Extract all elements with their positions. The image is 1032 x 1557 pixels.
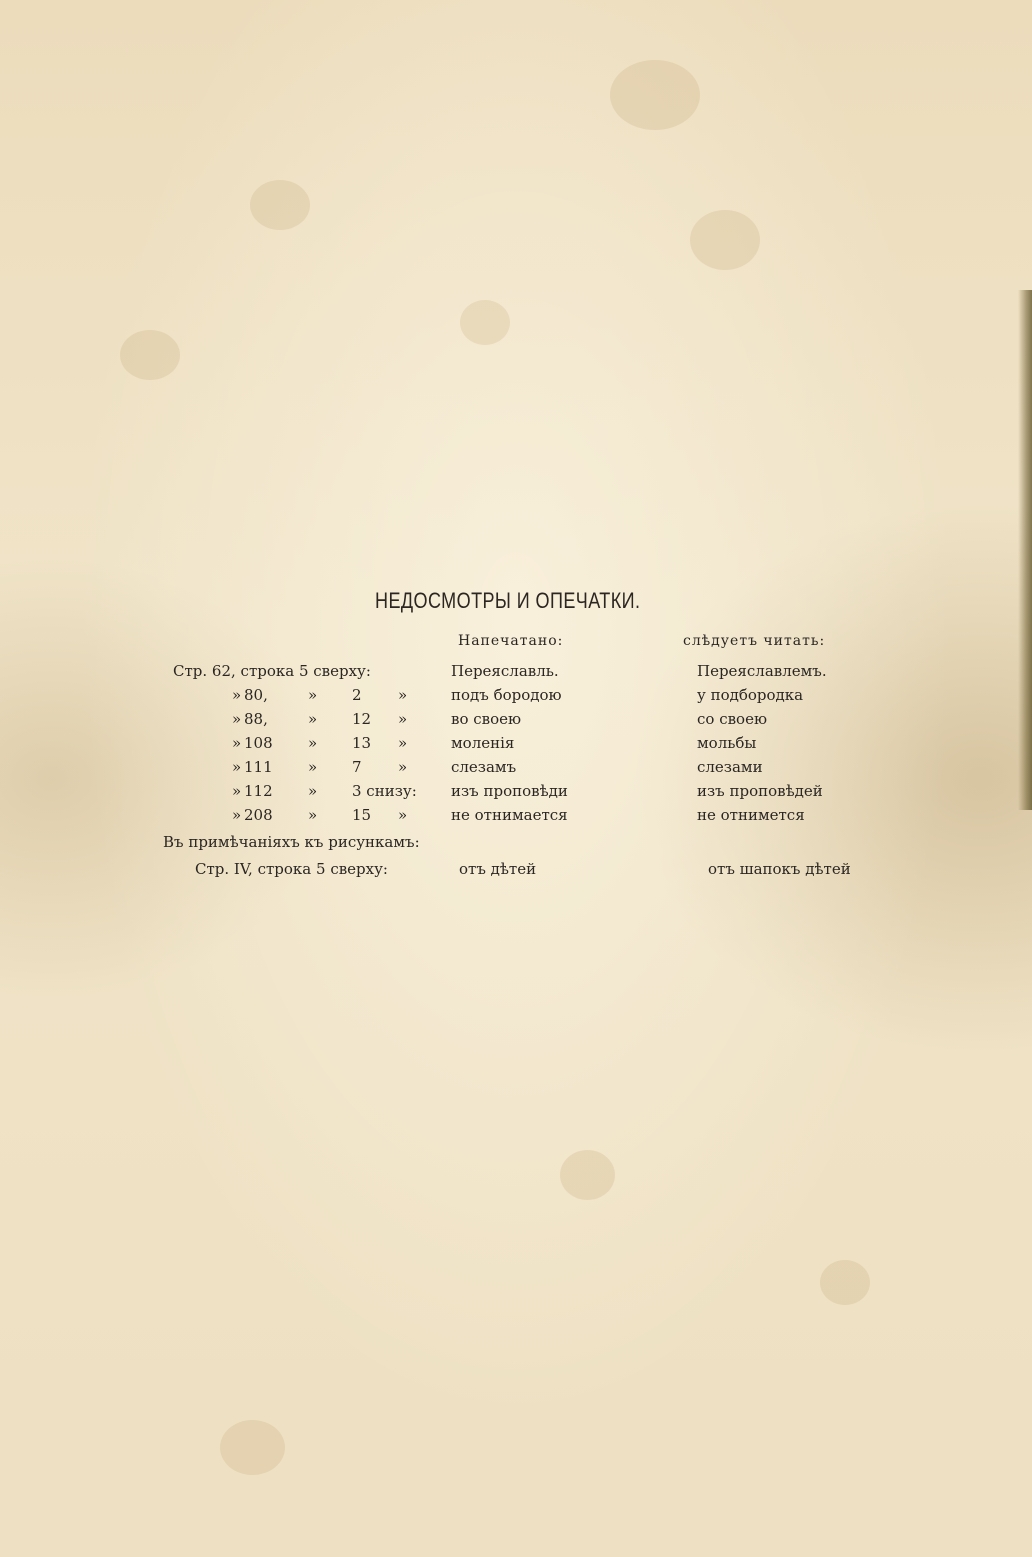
column-header-printed: Напечатано: xyxy=(458,633,564,649)
errata-correct: Переяславлемъ. xyxy=(697,662,827,680)
ditto-mark: » xyxy=(232,782,242,800)
errata-row xyxy=(0,734,1032,758)
ditto-mark: » xyxy=(398,806,408,824)
errata-printed: Переяславль. xyxy=(451,662,559,680)
ditto-mark: » xyxy=(308,710,318,728)
errata-row xyxy=(0,806,1032,830)
ditto-mark: » xyxy=(398,734,408,752)
errata-correct: не отнимется xyxy=(697,806,805,824)
paper-stain xyxy=(120,330,180,380)
errata-printed: изъ проповѣди xyxy=(451,782,568,800)
errata-correct: слезами xyxy=(697,758,763,776)
paper-stain xyxy=(820,1260,870,1305)
notes-heading: Въ примѣчаніяхъ къ рисункамъ: xyxy=(163,833,420,851)
errata-line: 3 снизу: xyxy=(352,782,417,800)
errata-page: 80, xyxy=(244,686,268,704)
errata-line: 7 xyxy=(352,758,362,776)
errata-line: 2 xyxy=(352,686,362,704)
errata-page: 208 xyxy=(244,806,273,824)
errata-page: 111 xyxy=(244,758,273,776)
paper-stain xyxy=(460,300,510,345)
paper-stain xyxy=(560,1150,615,1200)
ditto-mark: » xyxy=(398,758,408,776)
errata-row xyxy=(0,686,1032,710)
errata-row xyxy=(0,782,1032,806)
notes-correct: отъ шапокъ дѣтей xyxy=(708,860,851,878)
errata-row xyxy=(0,758,1032,782)
errata-correct: со своею xyxy=(697,710,768,728)
errata-printed: во своею xyxy=(451,710,522,728)
errata-printed: не отнимается xyxy=(451,806,568,824)
ditto-mark: » xyxy=(232,686,242,704)
notes-row xyxy=(0,860,1032,884)
page-title: НЕДОСМОТРЫ И ОПЕЧАТКИ. xyxy=(375,588,641,613)
errata-correct: у подбородка xyxy=(697,686,804,704)
errata-page: 112 xyxy=(244,782,273,800)
ditto-mark: » xyxy=(398,686,408,704)
errata-row xyxy=(0,710,1032,734)
errata-printed: моленія xyxy=(451,734,515,752)
paper-stain xyxy=(220,1420,285,1475)
column-header-correct: слѣдуетъ читать: xyxy=(683,633,826,649)
paper-stain xyxy=(690,210,760,270)
paper-stain xyxy=(250,180,310,230)
errata-correct: мольбы xyxy=(697,734,757,752)
ditto-mark: » xyxy=(232,734,242,752)
ditto-mark: » xyxy=(308,734,318,752)
errata-line: 15 xyxy=(352,806,372,824)
ditto-mark: » xyxy=(232,710,242,728)
notes-printed: отъ дѣтей xyxy=(459,860,537,878)
paper-stain xyxy=(610,60,700,130)
errata-page: 108 xyxy=(244,734,273,752)
errata-line: 12 xyxy=(352,710,372,728)
ditto-mark: » xyxy=(308,758,318,776)
errata-row xyxy=(0,662,1032,686)
ditto-mark: » xyxy=(308,782,318,800)
errata-lead: Стр. 62, строка 5 сверху: xyxy=(173,662,371,680)
errata-page: 88, xyxy=(244,710,268,728)
ditto-mark: » xyxy=(308,686,318,704)
ditto-mark: » xyxy=(232,806,242,824)
ditto-mark: » xyxy=(398,710,408,728)
errata-correct: изъ проповѣдей xyxy=(697,782,823,800)
errata-printed: слезамъ xyxy=(451,758,517,776)
errata-printed: подъ бородою xyxy=(451,686,562,704)
ditto-mark: » xyxy=(232,758,242,776)
errata-line: 13 xyxy=(352,734,372,752)
ditto-mark: » xyxy=(308,806,318,824)
notes-lead: Стр. IV, строка 5 сверху: xyxy=(195,860,388,878)
